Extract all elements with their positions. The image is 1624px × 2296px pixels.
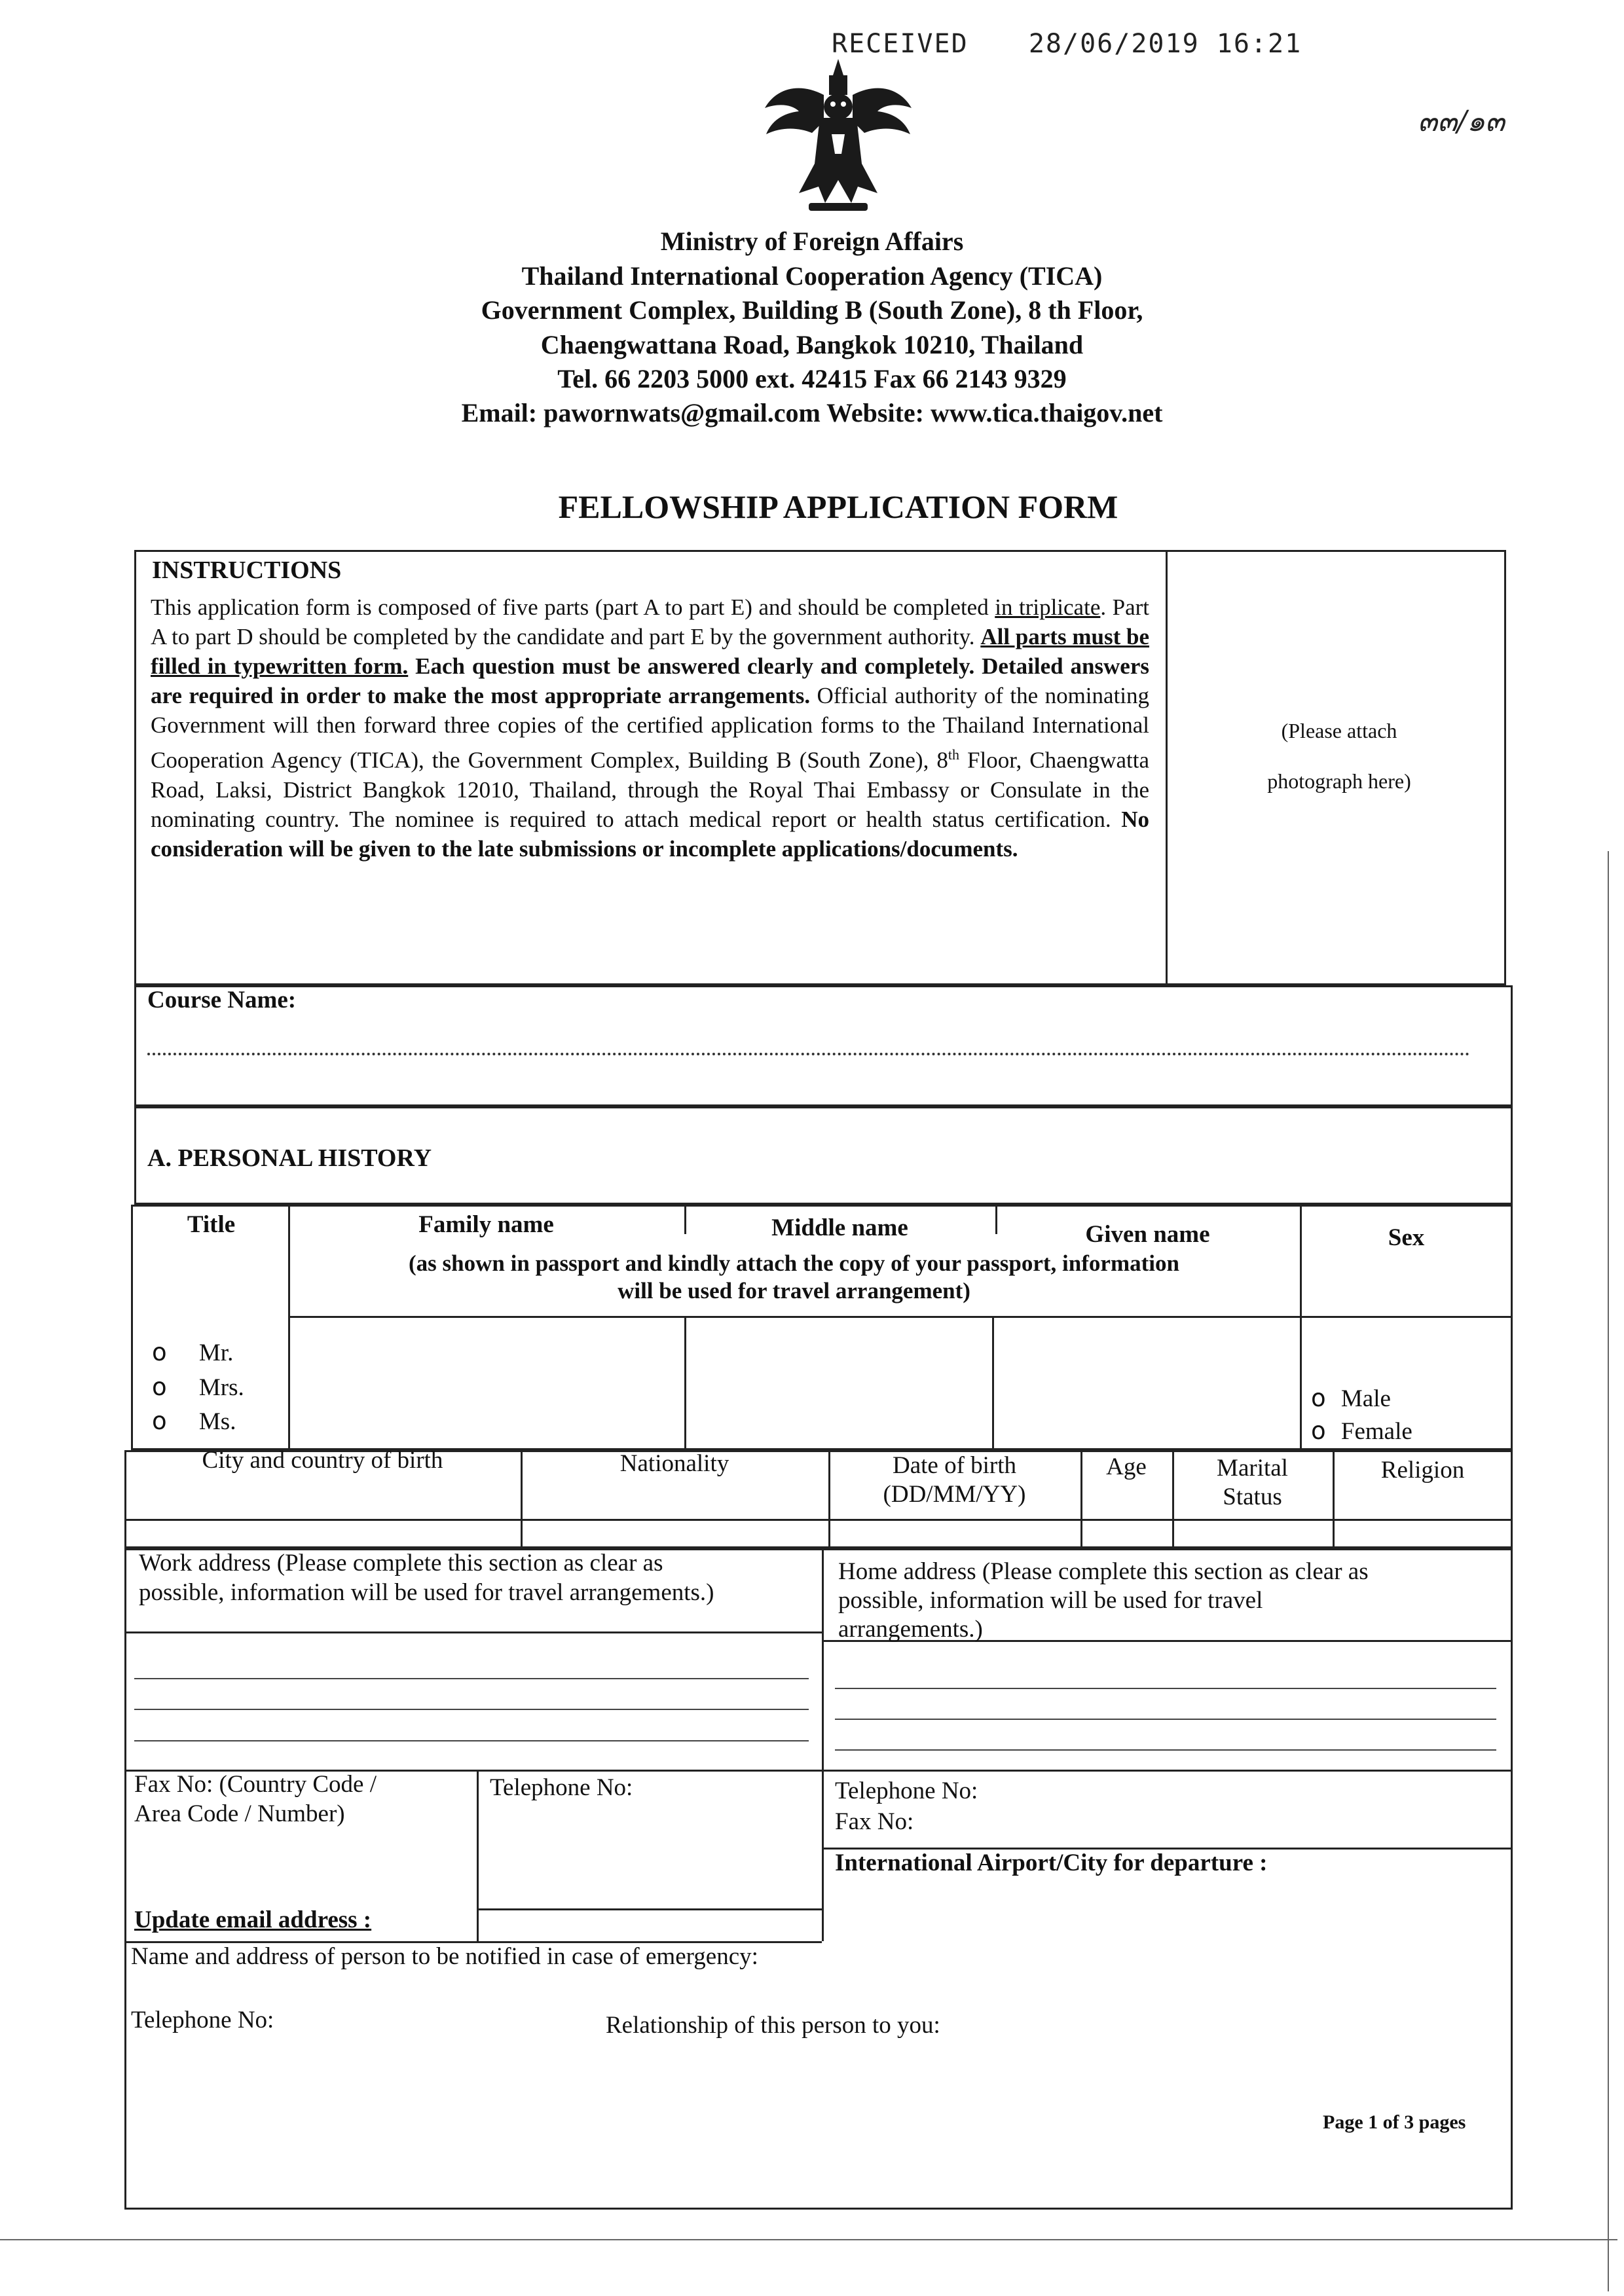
- section-a-title: A. PERSONAL HISTORY: [147, 1144, 432, 1172]
- fax-label-1: Fax No: (Country Code /: [134, 1771, 377, 1798]
- sex-option-male[interactable]: [1311, 1385, 1391, 1413]
- instructions-heading: INSTRUCTIONS: [152, 556, 342, 584]
- received-datetime: 28/06/2019 16:21: [1028, 29, 1302, 59]
- emergency-relationship-label: Relationship of this person to you:: [606, 2012, 940, 2039]
- work-address-field-3[interactable]: [134, 1740, 809, 1741]
- update-email-label: Update email address :: [134, 1906, 372, 1933]
- home-telephone-label: Telephone No:: [835, 1777, 978, 1804]
- passport-note-2: will be used for travel arrangement): [618, 1278, 970, 1303]
- home-address-field-1[interactable]: [835, 1688, 1496, 1689]
- col-title: Title: [187, 1211, 236, 1238]
- radio-male[interactable]: o: [1311, 1384, 1326, 1412]
- radio-ms[interactable]: o: [152, 1407, 167, 1435]
- title-option-mr[interactable]: [152, 1339, 233, 1368]
- col-marital-status-1: Marital: [1217, 1455, 1288, 1482]
- sex-option-female[interactable]: [1311, 1417, 1412, 1446]
- title-mr-label: Mr.: [198, 1339, 234, 1366]
- home-address-field-2[interactable]: [835, 1719, 1496, 1720]
- col-given-name: Given name: [1085, 1221, 1210, 1248]
- work-address-line1: Work address (Please complete this section as clear as: [139, 1550, 663, 1576]
- page-number: Page 1 of 3 pages: [1323, 2111, 1466, 2133]
- form-title: FELLOWSHIP APPLICATION FORM: [558, 488, 1118, 525]
- sex-male-label: Male: [1340, 1385, 1391, 1412]
- photo-placeholder-line2: photograph here): [1267, 769, 1411, 793]
- home-address-field-3[interactable]: [835, 1749, 1496, 1751]
- header-address-1: Government Complex, Building B (South Zone), 8 th Floor,: [481, 295, 1143, 325]
- fax-label-2: Area Code / Number): [134, 1800, 345, 1827]
- instr-p3: Each question must be answered clearly and completely. Detailed answers are required in order to make the most appropriate arrangements.: [151, 653, 1149, 708]
- instr-p5-bold: No consideration will be given to the late submissions or incomplete applications/documents.: [151, 806, 1149, 862]
- course-name-field[interactable]: [147, 1053, 1470, 1055]
- emergency-telephone-label: Telephone No:: [131, 2007, 274, 2033]
- instr-p4: Official authority of the nominating Government will then forward three copies of the certified application forms to the Thailand International Cooperation Agency (TICA), the Government Complex, Building B (South Zone), 8: [151, 683, 1150, 773]
- sex-female-label: Female: [1340, 1418, 1412, 1445]
- col-dob-format: (DD/MM/YY): [883, 1481, 1026, 1508]
- handwritten-mark: ๓๓/๑๓: [1418, 105, 1505, 138]
- departure-airport-label: International Airport/City for departure :: [835, 1850, 1268, 1876]
- col-sex: Sex: [1388, 1224, 1425, 1251]
- radio-female[interactable]: o: [1311, 1417, 1326, 1445]
- col-religion: Religion: [1380, 1457, 1465, 1484]
- passport-note-1: (as shown in passport and kindly attach the copy of your passport, information: [409, 1250, 1179, 1276]
- work-address-line2: possible, information will be used for travel arrangements.): [139, 1579, 714, 1606]
- received-stamp: [832, 29, 1302, 59]
- home-fax-label: Fax No:: [835, 1808, 914, 1835]
- col-marital-status-2: Status: [1223, 1484, 1282, 1510]
- home-address-line3: arrangements.): [838, 1616, 983, 1643]
- work-address-field-2[interactable]: [134, 1709, 809, 1710]
- received-label: RECEIVED: [832, 29, 969, 59]
- instr-p1: This application form is composed of five parts (part A to part E) and should be completed: [151, 594, 995, 620]
- photo-placeholder-line1: (Please attach: [1281, 719, 1397, 742]
- col-date-of-birth: Date of birth: [892, 1452, 1017, 1479]
- col-city-country-birth: City and country of birth: [202, 1447, 443, 1474]
- title-mrs-label: Mrs.: [198, 1374, 244, 1401]
- header-tel-fax: Tel. 66 2203 5000 ext. 42415 Fax 66 2143 9329: [557, 364, 1067, 393]
- col-family-name: Family name: [418, 1211, 554, 1238]
- col-age: Age: [1106, 1453, 1147, 1480]
- col-middle-name: Middle name: [771, 1214, 908, 1241]
- course-name-box: [134, 985, 1513, 1106]
- header-ministry: Ministry of Foreign Affairs: [660, 227, 964, 256]
- home-address-line2: possible, information will be used for travel: [838, 1587, 1263, 1614]
- course-name-label: Course Name:: [147, 987, 297, 1013]
- instr-p5: Floor, Chaengwatta Road, Laksi, District Bangkok 12010, Thailand, through the Royal Thai Embassy or Consulate in the nominating country. The nominee is required to attach medical report or health status certification.: [151, 747, 1149, 832]
- title-option-ms[interactable]: [152, 1408, 236, 1436]
- instr-p4-sup: th: [948, 746, 959, 763]
- col-nationality: Nationality: [619, 1450, 729, 1477]
- header-email-website: Email: pawornwats@gmail.com Website: www.tica.thaigov.net: [461, 398, 1163, 428]
- header-agency: Thailand International Cooperation Agency (TICA): [521, 261, 1103, 291]
- work-telephone-label: Telephone No:: [490, 1774, 633, 1801]
- radio-mr[interactable]: o: [152, 1338, 167, 1366]
- work-address-field-1[interactable]: [134, 1678, 809, 1679]
- title-option-mrs[interactable]: [152, 1374, 244, 1402]
- home-address-line1: Home address (Please complete this section as clear as: [838, 1558, 1369, 1585]
- contact-section: [124, 1548, 1513, 2210]
- title-ms-label: Ms.: [198, 1408, 236, 1435]
- radio-mrs[interactable]: o: [152, 1373, 167, 1401]
- instr-triplicate: in triplicate: [995, 594, 1101, 620]
- instructions-text: [151, 592, 1149, 864]
- garuda-emblem-icon: [760, 56, 917, 219]
- instr-p2: . Part A to part D should be completed by the candidate and part E by the government authority.: [151, 594, 1150, 649]
- instr-typewritten: All parts must be filled in typewritten form.: [151, 624, 1149, 679]
- emergency-contact-label: Name and address of person to be notified in case of emergency:: [131, 1943, 758, 1970]
- header-address-2: Chaengwattana Road, Bangkok 10210, Thailand: [540, 330, 1084, 359]
